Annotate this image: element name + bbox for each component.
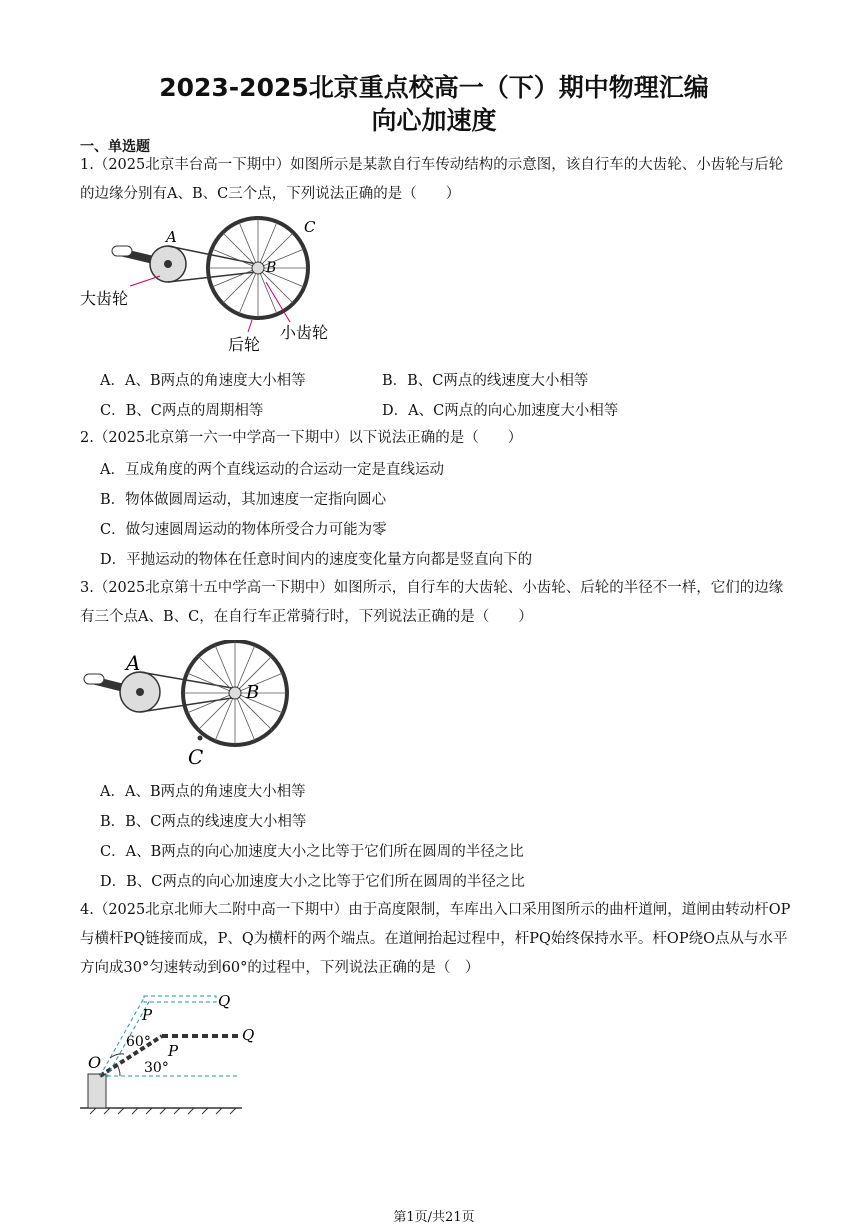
q2-option-c: C．做匀速圆周运动的物体所受合力可能为零 (100, 522, 387, 538)
label-q-raised: Q (218, 992, 231, 1010)
q3-option-d: D．B、C两点的向心加速度大小之比等于它们所在圆周的半径之比 (100, 874, 525, 890)
q3-option-c: C．A、B两点的向心加速度大小之比等于它们所在圆周的半径之比 (100, 844, 524, 860)
question-4-text: 4.（2025北京北师大二附中高一下期中）由于高度限制，车库出入口采用图所示的曲杆道闸，道闸由转动杆OP与横杆PQ链接而成，P、Q为横杆的两个端点。在道闸抬起过程中，杆PQ始终保持水平。杆OP绕O点从与水平方向成30°匀速转动到60°的过程中，下列说法正确的是（ ） (80, 902, 791, 976)
label-c: C (304, 218, 316, 236)
question-3-text: 3.（2025北京第十五中学高一下期中）如图所示，自行车的大齿轮、小齿轮、后轮的半径不一样，它们的边缘有三个点A、B、C，在自行车正常骑行时，下列说法正确的是（ ） (80, 580, 784, 625)
q2-option-b: B．物体做圆周运动，其加速度一定指向圆心 (100, 492, 387, 508)
q1-option-d: D．A、C两点的向心加速度大小相等 (382, 403, 619, 419)
question-1-text: 1.（2025北京丰台高一下期中）如图所示是某款自行车传动结构的示意图，该自行车的大齿轮、小齿轮与后轮的边缘分别有A、B、C三个点，下列说法正确的是（ ） (80, 157, 784, 202)
page-subtitle: 向心加速度 (371, 106, 497, 135)
q1-bicycle-figure (80, 212, 350, 357)
q3-option-a: A．A、B两点的角速度大小相等 (100, 784, 306, 800)
question-2-text: 2.（2025北京第一六一中学高一下期中）以下说法正确的是（ ） (80, 430, 523, 446)
q3-bicycle-figure (80, 640, 300, 770)
q1-option-a: A．A、B两点的角速度大小相等 (100, 373, 306, 389)
section-heading: 一、单选题 (80, 139, 150, 155)
label-angle-30: 30° (144, 1060, 169, 1076)
label-o: O (88, 1053, 102, 1072)
q3-option-b: B．B、C两点的线速度大小相等 (100, 814, 307, 830)
q2-option-d: D．平抛运动的物体在任意时间内的速度变化量方向都是竖直向下的 (100, 552, 533, 568)
label-b: B (246, 682, 260, 703)
page-footer: 第1页/共21页 (393, 1210, 475, 1225)
label-big-gear: 大齿轮 (80, 289, 129, 308)
label-q: Q (242, 1026, 255, 1044)
label-angle-60: 60° (126, 1034, 151, 1050)
label-c: C (188, 745, 204, 769)
label-p-raised: P (142, 1006, 153, 1024)
q2-option-a: A．互成角度的两个直线运动的合运动一定是直线运动 (100, 462, 444, 478)
label-rear-wheel: 后轮 (228, 335, 261, 354)
q1-option-c: C．B、C两点的周期相等 (100, 403, 264, 419)
q4-gate-figure (80, 986, 260, 1116)
label-a: A (126, 651, 141, 675)
q1-option-b: B．B、C两点的线速度大小相等 (382, 373, 589, 389)
label-b: B (266, 260, 277, 276)
page-title: 2023-2025北京重点校高一（下）期中物理汇编 (159, 73, 709, 102)
label-a: A (166, 228, 177, 246)
label-p: P (168, 1042, 179, 1060)
label-small-gear: 小齿轮 (280, 323, 329, 342)
